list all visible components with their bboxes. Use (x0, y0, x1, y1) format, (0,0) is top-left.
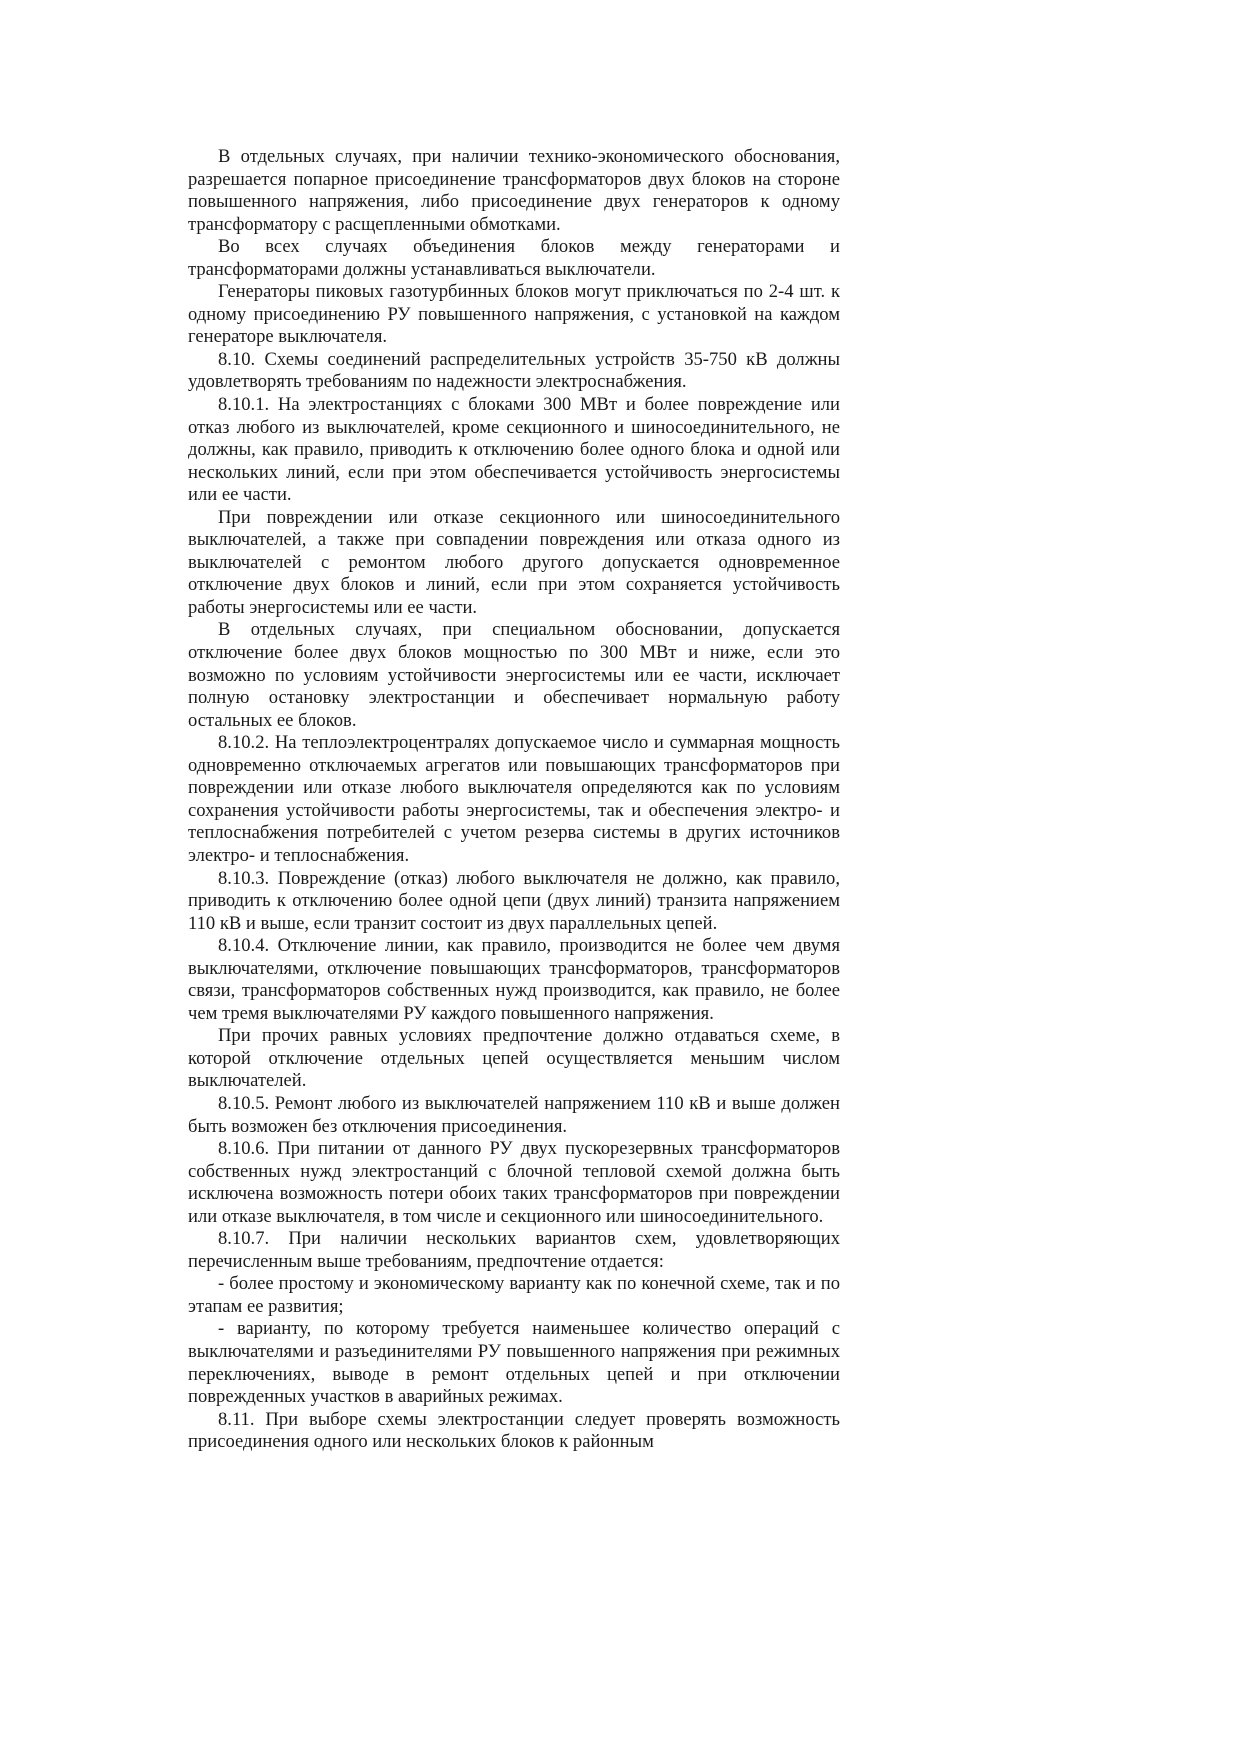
paragraph-section-8-10-7: 8.10.7. При наличии нескольких вариантов схем, удовлетворяющих перечисленным выше требованиям, предпочтение отдается: (188, 1228, 840, 1272)
paragraph-peak-gas-turbine-generators: Генераторы пиковых газотурбинных блоков могут приключаться по 2-4 шт. к одному присоединению РУ повышенного напряжения, с установкой на каждом генераторе выключателя. (188, 281, 840, 348)
paragraph-breakers-between-generators: Во всех случаях объединения блоков между генераторами и трансформаторами должны устанавливаться выключатели. (188, 236, 840, 280)
paragraph-section-8-10-4: 8.10.4. Отключение линии, как правило, производится не более чем двумя выключателями, отключение повышающих трансформаторов, трансформаторов связи, трансформаторов собственных нужд производится, как правило, не более чем тремя выключателями РУ каждого повышенного напряжения. (188, 935, 840, 1024)
paragraph-section-8-10-5: 8.10.5. Ремонт любого из выключателей напряжением 110 кВ и выше должен быть возможен без отключения присоединения. (188, 1092, 840, 1137)
paragraph-section-8-11: 8.11. При выборе схемы электростанции следует проверять возможность присоединения одного или нескольких блоков к районным (188, 1408, 840, 1453)
paragraph-section-8-10-3: 8.10.3. Повреждение (отказ) любого выключателя не должно, как правило, приводить к отключению более одной цепи (двух линий) транзита напряжением 110 кВ и выше, если транзит состоит из двух параллельных цепей. (188, 867, 840, 934)
paragraph-sectional-breaker-failure: При повреждении или отказе секционного или шиносоединительного выключателей, а также при совпадении повреждения или отказа одного из выключателей с ремонтом любого другого допускается одновременное отключение двух блоков и линий, если при этом сохраняется устойчивость работы энергосистемы или ее части. (188, 506, 840, 618)
paragraph-section-8-10-2: 8.10.2. На теплоэлектроцентралях допускаемое число и суммарная мощность одновременно отключаемых агрегатов или повышающих трансформаторов при повреждении или отказе любого выключателя определяются как по условиям сохранения устойчивости работы энергосистемы, так и обеспечения электро- и теплоснабжения потребителей с учетом резерва системы в других источников электро- и теплоснабжения. (188, 732, 840, 866)
list-item-simpler-variant: - более простому и экономическому варианту как по конечной схеме, так и по этапам ее развития; (188, 1273, 840, 1317)
paragraph-section-8-10-1: 8.10.1. На электростанциях с блоками 300 МВт и более повреждение или отказ любого из выключателей, кроме секционного и шиносоединительного, не должны, как правило, приводить к отключению более одного блока и одной или нескольких линий, если при этом обеспечивается устойчивость энергосистемы или ее части. (188, 394, 840, 506)
paragraph-blocks-pairing: В отдельных случаях, при наличии технико-экономического обоснования, разрешается попарное присоединение трансформаторов двух блоков на стороне повышенного напряжения, либо присоединение двух генераторов к одному трансформатору с расщепленными обмотками. (188, 146, 840, 235)
paragraph-section-8-10: 8.10. Схемы соединений распределительных устройств 35-750 кВ должны удовлетворять требованиям по надежности электроснабжения. (188, 348, 840, 393)
paragraph-special-justification: В отдельных случаях, при специальном обосновании, допускается отключение более двух блоков мощностью по 300 МВт и ниже, если это возможно по условиям устойчивости энергосистемы или ее части, исключает полную остановку электростанции и обеспечивает нормальную работу остальных ее блоков. (188, 619, 840, 731)
document-body (188, 146, 840, 1454)
paragraph-preference-fewer-breakers: При прочих равных условиях предпочтение должно отдаваться схеме, в которой отключение отдельных цепей осуществляется меньшим числом выключателей. (188, 1025, 840, 1092)
paragraph-section-8-10-6: 8.10.6. При питании от данного РУ двух пускорезервных трансформаторов собственных нужд электростанций с блочной тепловой схемой должна быть исключена возможность потери обоих таких трансформаторов при повреждении или отказе выключателя, в том числе и секционного или шиносоединительного. (188, 1138, 840, 1227)
list-item-fewest-operations: - варианту, по которому требуется наименьшее количество операций с выключателями и разъединителями РУ повышенного напряжения при режимных переключениях, выводе в ремонт отдельных цепей и при отключении поврежденных участков в аварийных режимах. (188, 1318, 840, 1408)
